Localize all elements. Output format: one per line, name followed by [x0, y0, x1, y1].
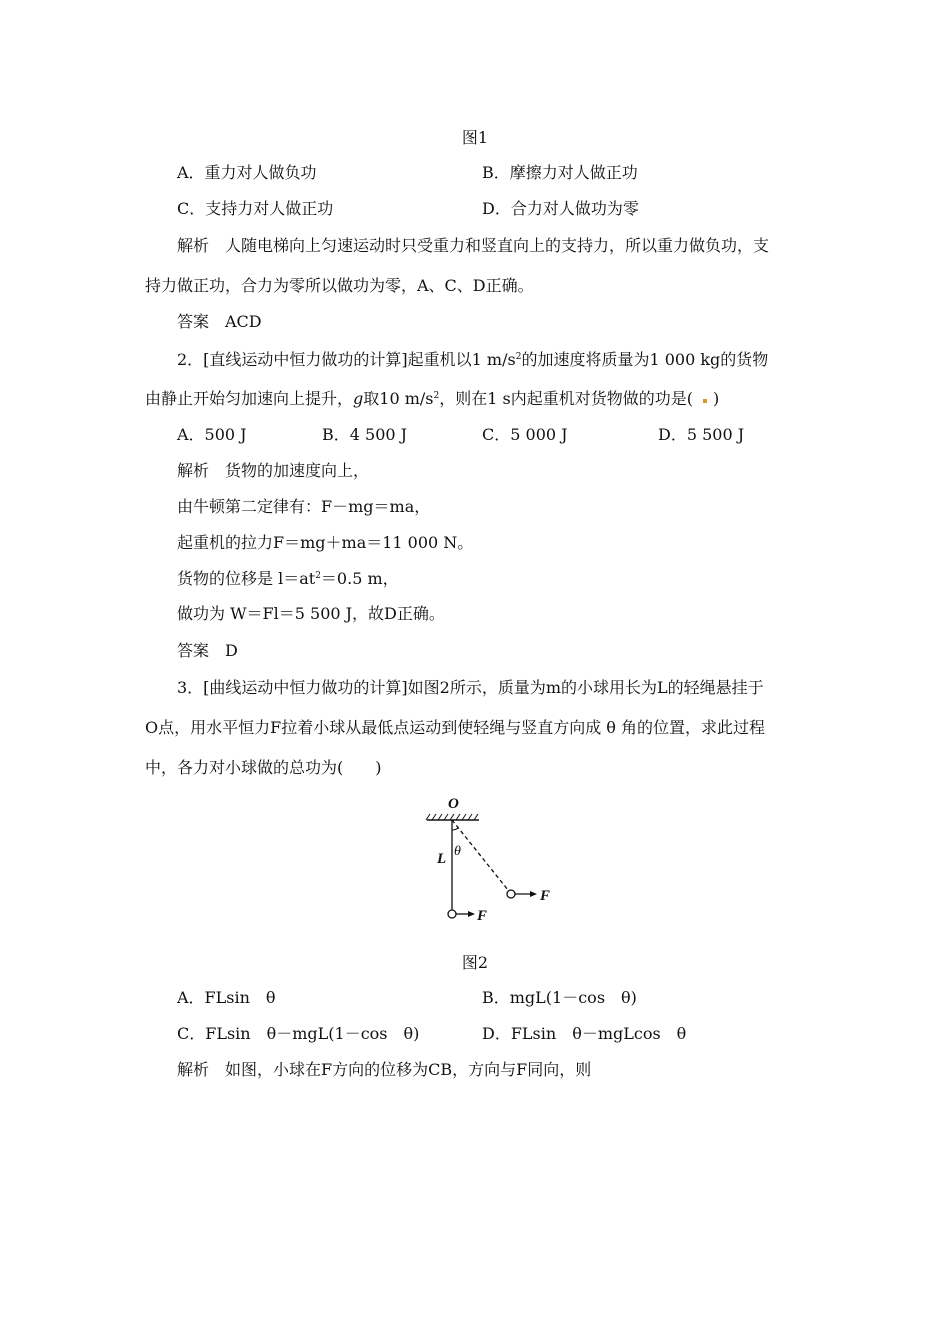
q1-option-a: A．重力对人做负功 [177, 163, 317, 182]
ball-lowest [448, 910, 456, 918]
q1-option-d: D．合力对人做功为零 [482, 199, 639, 218]
q3-option-d: D．FLsin θ－mgLcos θ [482, 1024, 687, 1043]
q3-stem-line-1: 3．[曲线运动中恒力做功的计算]如图2所示，质量为m的小球用长为L的轻绳悬挂于 [177, 678, 764, 697]
q3-stem-line-2: O点，用水平恒力F拉着小球从最低点运动到使轻绳与竖直方向成 θ 角的位置，求此过程 [145, 718, 766, 737]
ball-displaced [507, 890, 515, 898]
pendulum-figure [415, 788, 565, 928]
label-o: O [448, 796, 459, 812]
q2-analysis-line-4: 货物的位移是 $l=at^2=0.5$ m， [177, 569, 399, 588]
figure-2-caption: 图2 [461, 953, 489, 972]
q2-option-b: B．4 500 J [322, 425, 408, 444]
q3-analysis: 解析 如图，小球在F方向的位移为CB，方向与F同向，则 [177, 1060, 592, 1079]
q2-analysis-line-2: 由牛顿第二定律有：F－mg＝ma， [177, 497, 431, 516]
label-theta: θ [454, 844, 461, 859]
q2-answer: 答案 D [177, 641, 238, 660]
q3-option-c: C．FLsin θ－mgL(1－cos θ) [177, 1024, 420, 1043]
q2-option-c: C．5 000 J [482, 425, 568, 444]
q3-stem-line-3: 中，各力对小球做的总功为( ) [145, 758, 382, 777]
q1-analysis-line-1: 解析 人随电梯向上匀速运动时只受重力和竖直向上的支持力，所以重力做负功，支 [177, 236, 770, 255]
label-l: L [437, 851, 447, 867]
q2-stem-line-2: 由静止开始匀加速向上提升，g取10 $m/s^2$，则在1 s内起重机对货物做的功是( ) [145, 389, 720, 408]
q1-option-b: B．摩擦力对人做正功 [482, 163, 638, 182]
answer-blank-marker [703, 399, 707, 403]
label-f-bottom: F [477, 908, 488, 924]
q3-option-a: A．FLsin θ [177, 988, 276, 1007]
q1-analysis-line-2: 持力做正功，合力为零所以做功为零，A、C、D正确。 [145, 276, 534, 295]
q2-analysis-line-5: 做功为 W＝Fl＝5 500 J，故D正确。 [177, 604, 445, 623]
q2-analysis-line-3: 起重机的拉力F＝mg＋ma＝11 000 N。 [177, 533, 474, 552]
q1-answer: 答案 ACD [177, 312, 262, 331]
q2-stem-line-1: 2．[直线运动中恒力做功的计算]起重机以1 $m/s^2$的加速度将质量为1 000 kg的货物 [177, 350, 769, 369]
q1-option-c: C．支持力对人做正功 [177, 199, 334, 218]
label-f-right: F [540, 888, 551, 904]
q2-option-d: D．5 500 J [658, 425, 745, 444]
figure-1-caption: 图1 [461, 128, 489, 147]
force-arrowhead-bottom [468, 911, 475, 917]
q2-analysis-line-1: 解析 货物的加速度向上， [177, 461, 370, 480]
q2-option-a: A．500 J [177, 425, 247, 444]
force-arrowhead-right [530, 891, 537, 897]
q3-option-b: B．mgL(1－cos θ) [482, 988, 637, 1007]
ceiling-hatching [426, 814, 478, 820]
angle-arc [452, 828, 458, 830]
